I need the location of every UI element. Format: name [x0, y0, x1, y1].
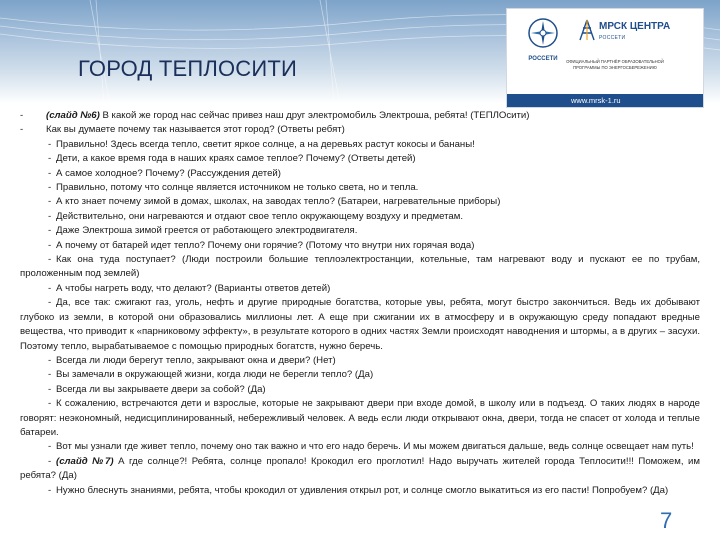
paragraph: - (слайд №6) В какой же город нас сейчас привез наш друг электромобиль Электроша, ребята! (ТЕПЛОсити) — [20, 110, 530, 121]
page-title: ГОРОД ТЕПЛОСИТИ — [78, 56, 298, 81]
slide-reference: (слайд №6) — [46, 110, 100, 121]
website-url: www.mrsk-1.ru — [507, 94, 703, 107]
lesson-script-text — [20, 109, 700, 498]
paragraph: - Как она туда поступает? (Люди построили большие теплоэлектростанции, котельные, там нагревают воду и пускают ее по трубам, проложенным под землей) — [20, 254, 700, 280]
paragraph: - А кто знает почему зимой в домах, школах, на заводах тепло? (Батареи, нагревательные приборы) — [48, 196, 501, 208]
paragraph: - Дети, а какое время года в наших краях самое теплое? Почему? (Ответы детей) — [48, 153, 416, 165]
mrsk-logo-name: МРСК ЦЕНТРА — [599, 21, 671, 32]
paragraph: - Да, все так: сжигают газ, уголь, нефть и другие природные богатства, которые увы, ребята, могут быстро закончиться. Ведь их добывают глубоко из земли, в которой они образовались миллионы лет. А еще при сжигании их в атмосферу и в окружающую среду попадают вредные вещества, что приводит к «парниковому эффекту», в результате которого в одних частях Земли происходят наводнения и штормы, а в других – засухи. Поэтому тепло, вырабатываемое с помощью природных богатств, нужно беречь. — [20, 297, 700, 352]
paragraph: - Правильно, потому что солнце является источником не только света, но и тепла. — [48, 182, 419, 194]
paragraph: - Как вы думаете почему так называется этот город? (Ответы ребят) — [20, 124, 345, 136]
paragraph: - Нужно блеснуть знаниями, ребята, чтобы крокодил от удивления открыл рот, и солнце смогло выкатиться из его пасти! Попробуем? (Да) — [48, 484, 669, 496]
partner-logo-panel — [506, 8, 704, 108]
rosseti-logo — [515, 17, 571, 62]
logo-caption: ОФИЦИАЛЬНЫЙ ПАРТНЁР ОБРАЗОВАТЕЛЬНОЙ ПРОГРАММЫ ПО ЭНЕРГОСБЕРЕЖЕНИЮ — [566, 59, 664, 70]
paragraph: - Вы замечали в окружающей жизни, когда люди не берегли тепло? (Да) — [48, 369, 374, 381]
paragraph: - А чтобы нагреть воду, что делают? (Варианты ответов детей) — [48, 282, 331, 294]
paragraph: - Всегда ли вы закрываете двери за собой? (Да) — [48, 383, 266, 395]
slide-reference: (слайд №7) — [56, 455, 114, 467]
paragraph: - А самое холодное? Почему? (Рассуждения детей) — [48, 167, 281, 179]
mrsk-tower-icon — [577, 19, 597, 41]
slide-number: 7 — [660, 508, 673, 533]
paragraph: - Вот мы узнали где живет тепло, почему оно так важно и что его надо беречь. И мы можем двигаться дальше, ведь солнце освещает нам путь! — [48, 441, 694, 453]
paragraph: - Всегда ли люди берегут тепло, закрывают окна и двери? (Нет) — [48, 354, 336, 366]
paragraph: - К сожалению, встречаются дети и взрослые, которые не закрывают двери при входе домой, в школу или в подъезд. О таких людях в народе говорят: неэкономный, недисциплинированный, небережливый человек. А ведь если люди открывают окна, двери, тогда не спасет от холода и теплые батареи. — [20, 398, 700, 438]
rosseti-emblem-icon — [527, 17, 559, 49]
paragraph: - Даже Электроша зимой греется от работающего электродвигателя. — [48, 225, 358, 237]
mrsk-logo-subtitle: РОССЕТИ — [599, 35, 626, 41]
rosseti-logo-text: РОССЕТИ — [528, 56, 558, 62]
paragraph: - (слайд №7) А где солнце?! Ребята, солнце пропало! Крокодил его проглотил! Надо выручать жителей города Теплосити!!! Поможем, им ребята? (Да) — [20, 455, 700, 482]
paragraph: - Действительно, они нагреваются и отдают свое тепло окружающему воздуху и предметам. — [48, 210, 463, 222]
paragraph: - Правильно! Здесь всегда тепло, светит яркое солнце, а на деревьях растут кокосы и бананы! — [48, 138, 475, 150]
paragraph: - А почему от батарей идет тепло? Почему они горячие? (Потому что внутри них горячая вода) — [48, 239, 475, 251]
